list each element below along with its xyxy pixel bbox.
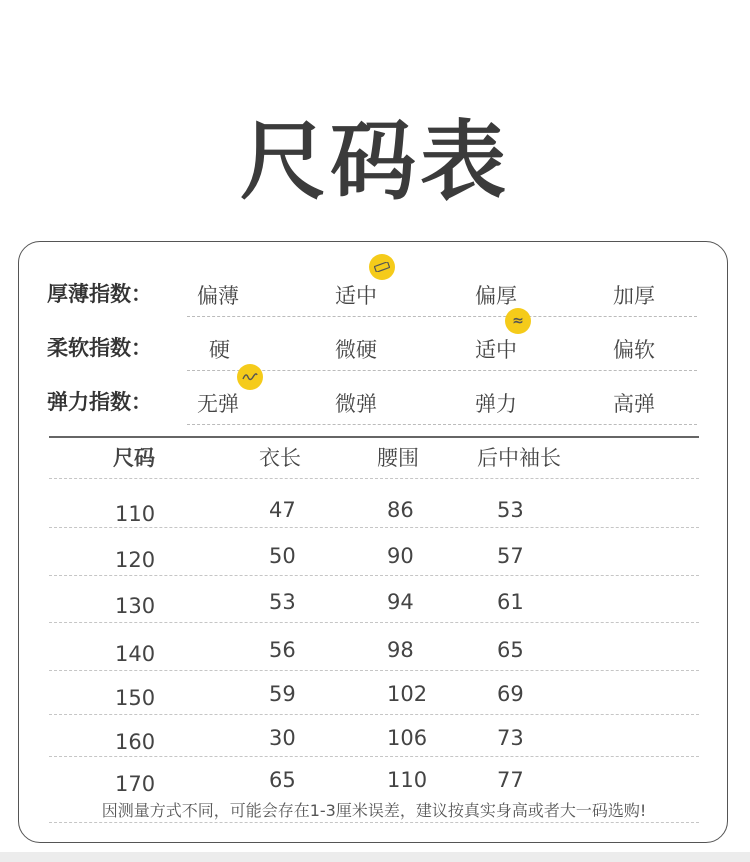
cell-size: 120 — [115, 548, 156, 572]
thickness-index-label: 厚薄指数： — [47, 282, 152, 306]
cell-sleeve: 57 — [497, 544, 524, 568]
index-option: 偏薄 — [197, 284, 239, 308]
cell-waist: 106 — [387, 726, 428, 750]
index-option: 高弹 — [613, 392, 655, 416]
index-option: 无弹 — [197, 392, 239, 416]
cell-length: 65 — [269, 768, 296, 792]
elasticity-index-label: 弹力指数： — [47, 390, 152, 414]
index-option: 加厚 — [613, 284, 655, 308]
cell-sleeve: 61 — [497, 590, 524, 614]
divider — [49, 478, 699, 479]
cell-size: 150 — [115, 686, 156, 710]
elasticity-index-row — [19, 380, 729, 420]
index-option: 弹力 — [475, 392, 517, 416]
cell-size: 130 — [115, 594, 156, 618]
column-header-waist: 腰围 — [377, 446, 419, 470]
cell-length: 53 — [269, 590, 296, 614]
index-option: 硬 — [209, 338, 230, 362]
ruler-icon — [369, 254, 395, 280]
cell-length: 56 — [269, 638, 296, 662]
divider — [187, 316, 697, 317]
divider — [49, 822, 699, 823]
size-chart-card — [18, 241, 728, 843]
cell-waist: 102 — [387, 682, 428, 706]
cell-waist: 98 — [387, 638, 414, 662]
index-option: 微弹 — [335, 392, 377, 416]
cell-size: 160 — [115, 730, 156, 754]
cell-sleeve: 69 — [497, 682, 524, 706]
cell-waist: 110 — [387, 768, 428, 792]
index-option: 适中 — [475, 338, 517, 362]
column-header-sleeve: 后中袖长 — [477, 446, 561, 470]
softness-index-label: 柔软指数： — [47, 336, 152, 360]
cell-length: 50 — [269, 544, 296, 568]
bottom-strip — [0, 852, 750, 862]
divider — [49, 575, 699, 576]
divider — [49, 756, 699, 757]
column-header-length: 衣长 — [259, 446, 301, 470]
index-option: 适中 — [335, 284, 377, 308]
divider — [49, 714, 699, 715]
page-title: 尺码表 — [240, 112, 510, 212]
cell-sleeve: 53 — [497, 498, 524, 522]
cell-waist: 94 — [387, 590, 414, 614]
cell-length: 47 — [269, 498, 296, 522]
table-top-rule — [49, 436, 699, 438]
cell-waist: 86 — [387, 498, 414, 522]
divider — [187, 370, 697, 371]
cell-sleeve: 65 — [497, 638, 524, 662]
index-option: 偏厚 — [475, 284, 517, 308]
spring-icon — [237, 364, 263, 390]
softness-index-row — [19, 313, 729, 366]
cell-size: 110 — [115, 502, 156, 526]
thickness-index-row — [19, 272, 729, 312]
wave-icon: ≈ — [505, 308, 531, 334]
divider — [187, 424, 697, 425]
index-option: 微硬 — [335, 338, 377, 362]
cell-length: 30 — [269, 726, 296, 750]
divider — [49, 670, 699, 671]
cell-length: 59 — [269, 682, 296, 706]
divider — [49, 527, 699, 528]
cell-size: 170 — [115, 772, 156, 796]
cell-sleeve: 77 — [497, 768, 524, 792]
cell-size: 140 — [115, 642, 156, 666]
divider — [49, 622, 699, 623]
index-option: 偏软 — [613, 338, 655, 362]
column-header-size: 尺码 — [113, 446, 155, 470]
cell-sleeve: 73 — [497, 726, 524, 750]
measurement-note: 因测量方式不同，可能会存在1-3厘米误差，建议按真实身高或者大一码选购! — [101, 801, 647, 820]
cell-waist: 90 — [387, 544, 414, 568]
